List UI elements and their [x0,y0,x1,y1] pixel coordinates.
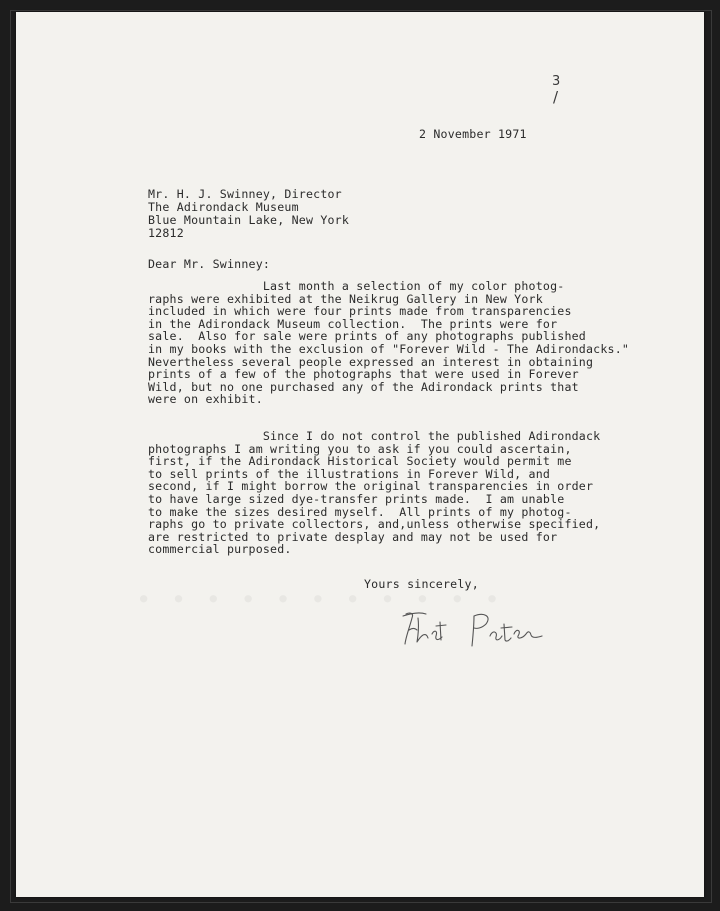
paragraph-2-line: Since I do not control the published Adirondack [148,429,601,443]
paragraph-1-line: raphs were exhibited at the Neikrug Gallery in New York [148,291,543,306]
letter-date: 2 November 1971 [419,127,527,141]
paragraph-2-line: first, if the Adirondack Historical Society would permit me [148,454,572,469]
paragraph-2-line: to have large sized dye-transfer prints made. I am unable [148,491,565,506]
recipient-city: Blue Mountain Lake, New York [148,213,350,227]
paragraph-2-line: to sell prints of the illustrations in Forever Wild, and [148,466,551,481]
paragraph-2-line: photographs I am writing you to ask if you could ascertain, [148,441,572,456]
handwritten-signature [400,604,550,654]
recipient-name: Mr. H. J. Swinney, Director [148,187,342,201]
paragraph-1-line: prints of a few of the photographs that were used in Forever [148,367,579,382]
paragraph-2-line: raphs go to private collectors, and,unless otherwise specified, [148,517,601,532]
paragraph-1-line: in my books with the exclusion of "Forever Wild - The Adirondacks." [148,341,630,356]
paragraph-1-line: were on exhibit. [148,392,263,407]
recipient-zip: 12812 [148,226,184,240]
paragraph-1 [148,280,668,406]
page-mark: / [553,88,559,106]
paragraph-2-line: to make the sizes desired myself. All prints of my photog- [148,504,572,519]
closing: Yours sincerely, [364,577,479,591]
paragraph-1-line: sale. Also for sale were prints of any photographs published [148,329,586,344]
salutation: Dear Mr. Swinney: [148,257,271,271]
paragraph-2 [148,430,668,556]
letter-page [16,12,704,897]
paragraph-1-line: included in which were four prints made from transparencies [148,304,572,319]
paragraph-1-line: Wild, but no one purchased any of the Adirondack prints that [148,379,579,394]
paragraph-2-line: are restricted to private desplay and may not be used for [148,529,558,544]
paragraph-2-line: commercial purposed. [148,542,292,557]
paragraph-1-line: Nevertheless several people expressed an interest in obtaining [148,354,594,369]
recipient-organization: The Adirondack Museum [148,200,299,214]
paragraph-1-line: Last month a selection of my color photog- [148,279,565,293]
page-number: 3 [552,74,561,89]
paragraph-2-line: second, if I might borrow the original transparencies in order [148,479,594,494]
paragraph-1-line: in the Adirondack Museum collection. The prints were for [148,316,558,331]
